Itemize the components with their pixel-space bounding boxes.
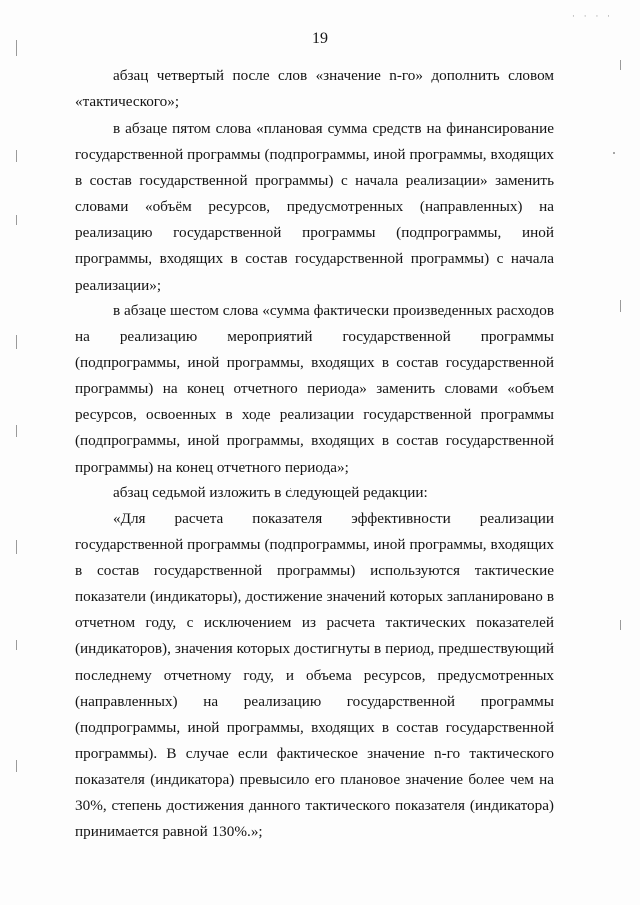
scan-edge-mark (16, 215, 17, 225)
scan-edge-mark (620, 620, 621, 630)
scan-edge-mark (620, 60, 621, 70)
scan-edge-mark (16, 760, 17, 772)
scan-edge-mark (16, 425, 17, 437)
scan-edge-mark (16, 540, 17, 554)
paragraph-2: в абзаце пятом слова «плановая сумма средств на финансирование государственной программы (подпрограммы, иной программы, входящих в состав государственной программы) с начала реализации» заменить словами «объём ресурсов, предусмотренных (направленных) на реализацию государственной программы (подпрограммы, иной программы, входящих в состав государственной программы) с начала реализации»; (75, 120, 554, 294)
paragraph-3: в абзаце шестом слова «сумма фактически произведенных расходов на реализацию мероприятий государственной программы (подпрограммы, иной программы, входящих в состав государственной программы) на конец отчетного периода» заменить словами «объем ресурсов, освоенных в ходе реализации государственной программы (подпрограммы, иной программы, входящих в состав государственной программы) на конец отчетного периода»; (75, 302, 554, 476)
paragraph-4: абзац седьмой изложить в следующей редакции: (113, 484, 428, 501)
paragraph-5: «Для расчета показателя эффективности реализации государственной программы (подпрограммы, иной программы, входящих в состав государственной программы) используются тактические показатели (индикаторы), достижение значений которых запланировано в отчетном году, с исключением из расчета тактических показателей (индикаторов), значения которых достигнуты в период, предшествующий последнему отчетному году, и объема ресурсов, предусмотренных (направленных) на реализацию государственной программы (подпрограммы, иной программы, входящих в состав государственной программы). В случае если фактическое значение n-го тактического показателя (индикатора) превысило его плановое значение более чем на 30%, степень достижения данного тактического показателя (индикатора) принимается равной 130%.»; (75, 510, 554, 841)
scan-edge-mark (16, 640, 17, 650)
scan-edge-mark (16, 150, 17, 162)
scan-noise-dots: · · · · (572, 12, 614, 22)
page-number: 19 (312, 30, 328, 47)
paragraph-1: абзац четвертый после слов «значение n-го» дополнить словом «тактического»; (75, 67, 554, 111)
scan-speck (613, 152, 615, 154)
scan-edge-mark (16, 335, 17, 349)
scan-edge-mark (620, 300, 621, 312)
